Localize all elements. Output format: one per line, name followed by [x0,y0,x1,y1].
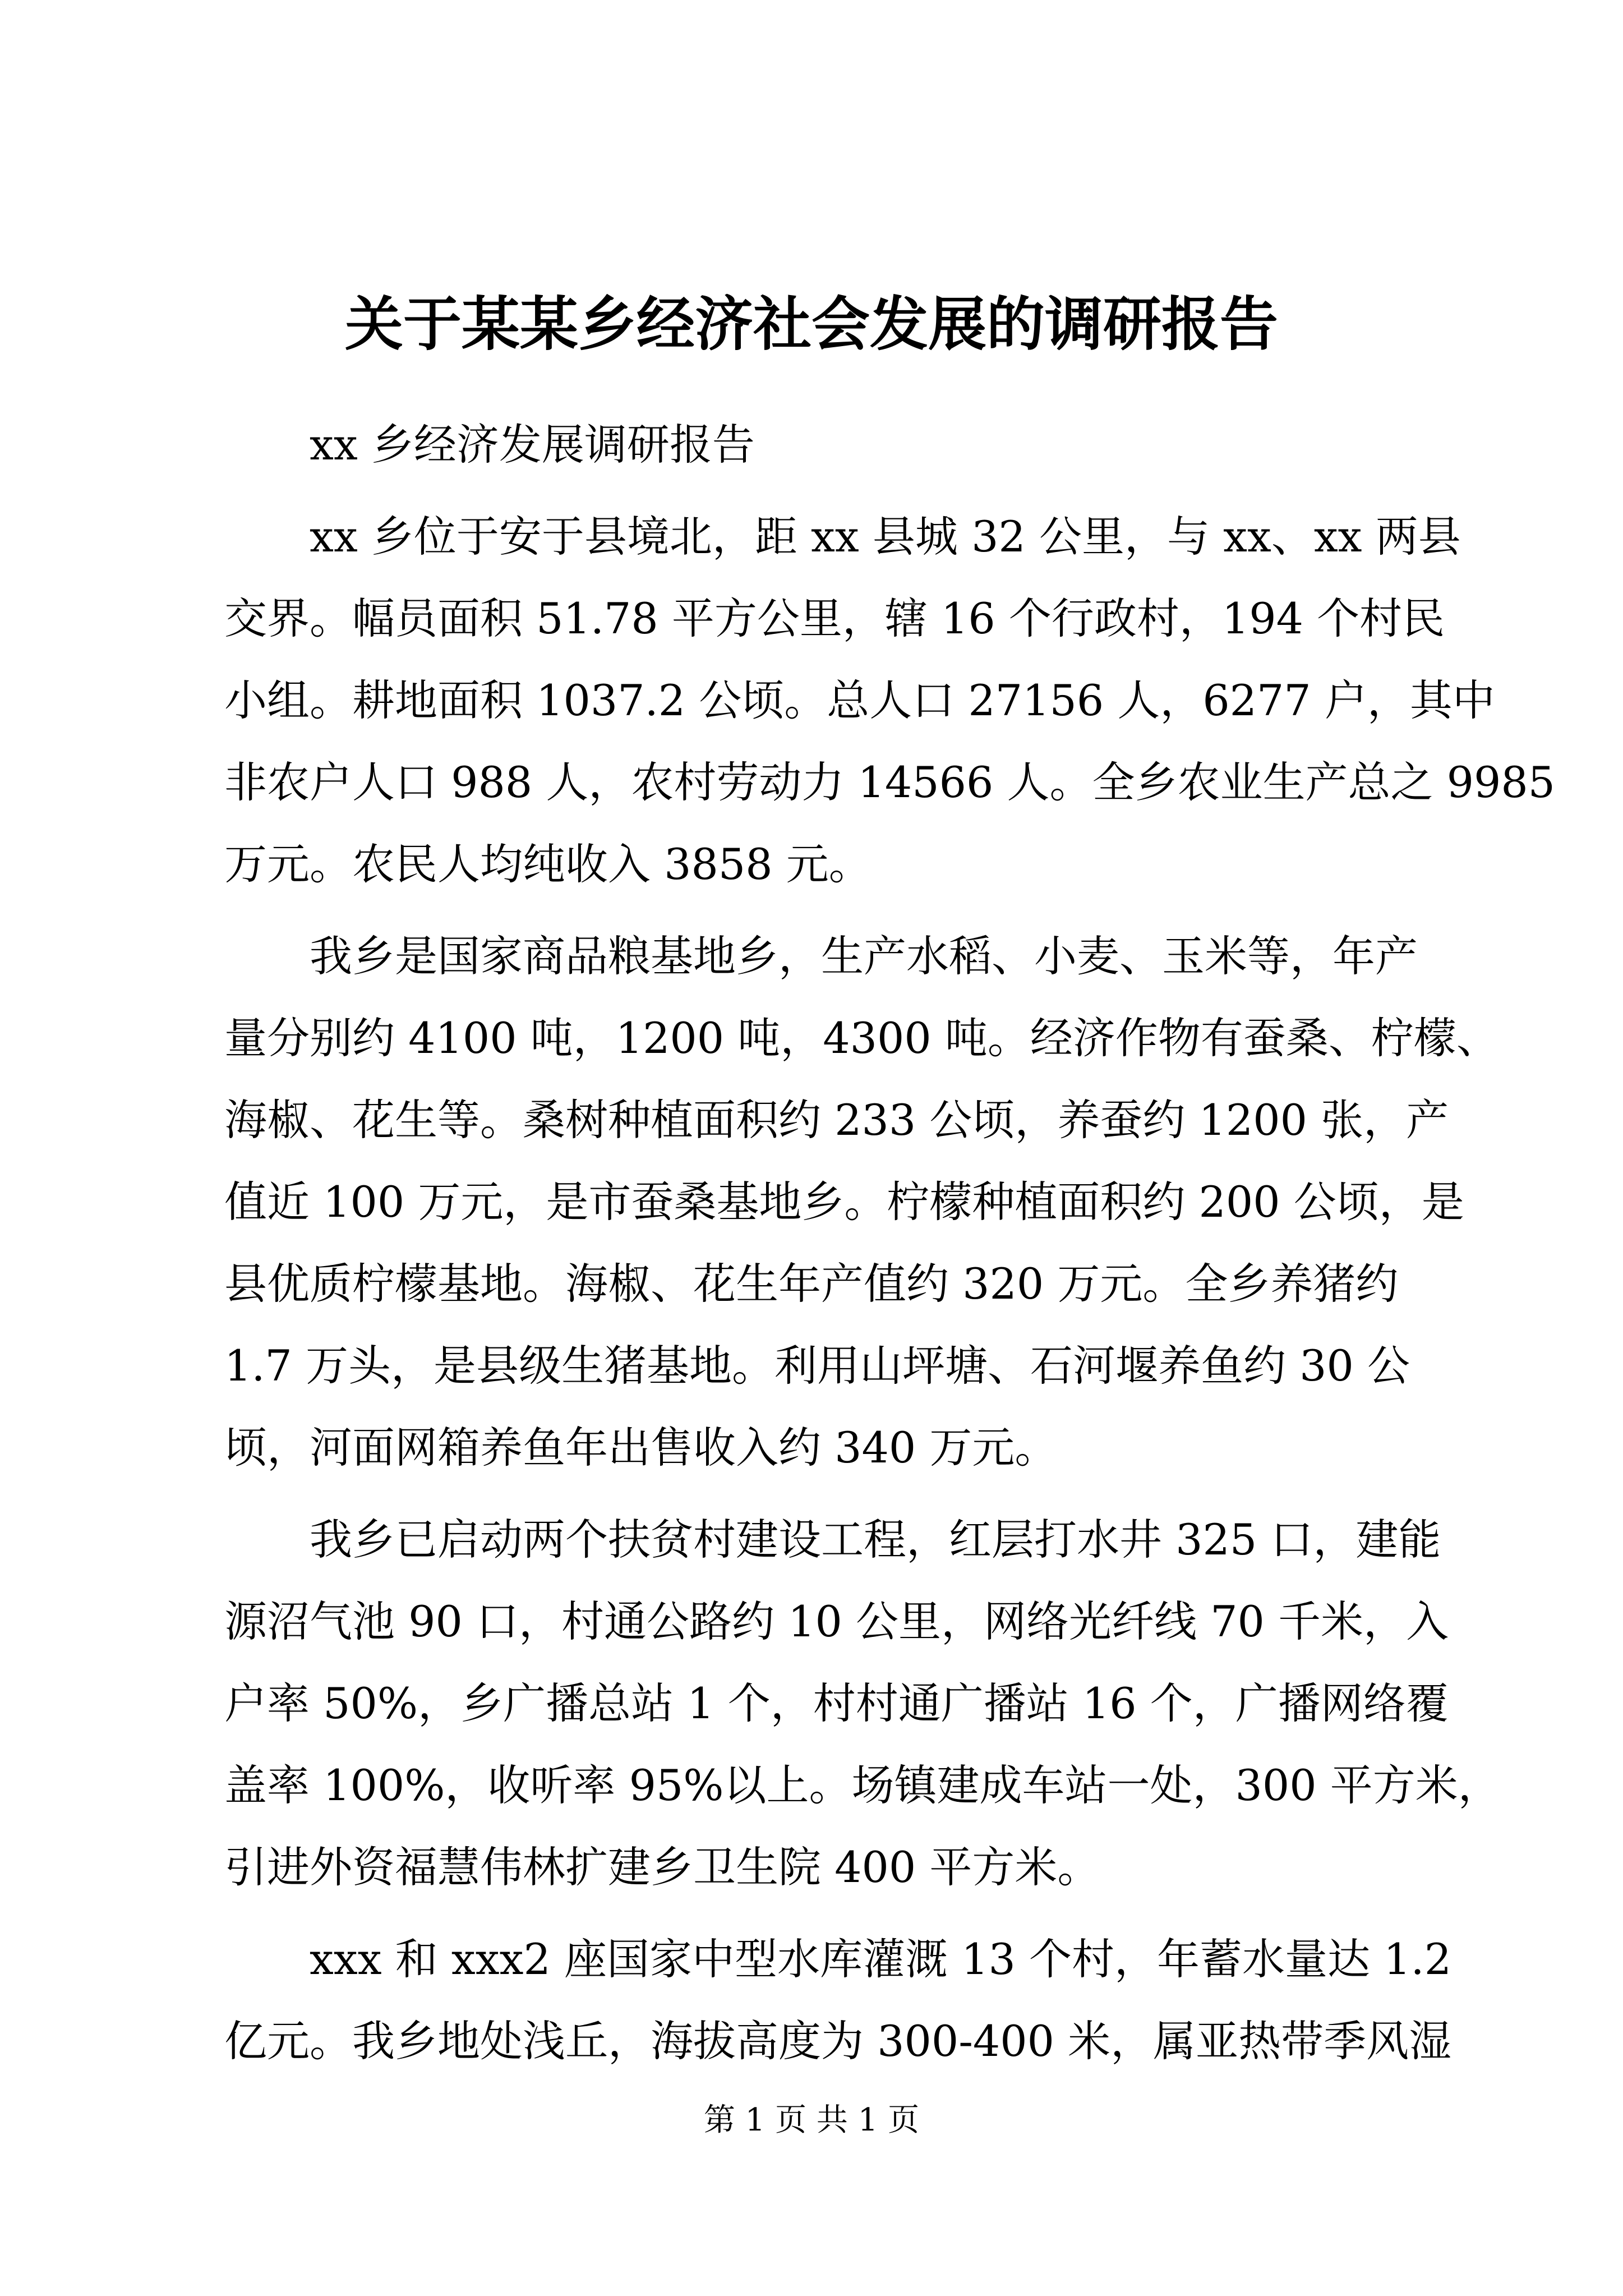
document-title: 关于某某乡经济社会发展的调研报告 [344,289,1278,358]
body-line: 引进外资福慧伟林扩建乡卫生院 400 平方米。 [224,1842,1100,1892]
body-line: xx 乡位于安于县境北，距 xx 县城 32 公里，与 xx、xx 两县 [224,512,1461,562]
body-line: 小组。耕地面积 1037.2 公顷。总人口 27156 人，6277 户，其中 [224,675,1495,725]
body-line: 交界。幅员面积 51.78 平方公里，辖 16 个行政村，194 个村民 [224,593,1445,643]
body-line: 值近 100 万元，是市蚕桑基地乡。柠檬种植面积约 200 公顷，是 [224,1177,1464,1227]
body-line: 亿元。我乡地处浅丘，海拔高度为 300-400 米，属亚热带季风湿 [224,2016,1452,2066]
body-line: xxx 和 xxx2 座国家中型水库灌溉 13 个村，年蓄水量达 1.2 [224,1934,1452,1984]
body-line: 1.7 万头，是县级生猪基地。利用山坪塘、石河堰养鱼约 30 公 [224,1341,1410,1391]
body-line: 县优质柠檬基地。海椒、花生年产值约 320 万元。全乡养猪约 [224,1259,1399,1309]
body-line: 我乡是国家商品粮基地乡，生产水稻、小麦、玉米等，年产 [224,931,1418,981]
body-line: 海椒、花生等。桑树种植面积约 233 公顷，养蚕约 1200 张，产 [224,1095,1449,1145]
body-line: 源沼气池 90 口，村通公路约 10 公里，网络光纤线 70 千米，入 [224,1596,1449,1646]
body-line: xx 乡经济发展调研报告 [224,420,755,470]
body-line: 顷，河面网箱养鱼年出售收入约 340 万元。 [224,1423,1058,1473]
page-footer: 第 1 页 共 1 页 [703,2102,920,2138]
body-line: 户率 50%，乡广播总站 1 个，村村通广播站 16 个，广播网络覆 [224,1678,1449,1728]
body-line: 非农户人口 988 人，农村劳动力 14566 人。全乡农业生产总之 9985 [224,757,1556,807]
body-line: 万元。农民人均纯收入 3858 元。 [224,839,872,889]
document-body [224,404,1556,2082]
body-line: 我乡已启动两个扶贫村建设工程，红层打水井 325 口，建能 [224,1515,1441,1565]
body-line: 盖率 100%，收听率 95%以上。场镇建成车站一处，300 平方米， [224,1760,1501,1810]
body-line: 量分别约 4100 吨，1200 吨，4300 吨。经济作物有蚕桑、柠檬、 [224,1013,1499,1063]
